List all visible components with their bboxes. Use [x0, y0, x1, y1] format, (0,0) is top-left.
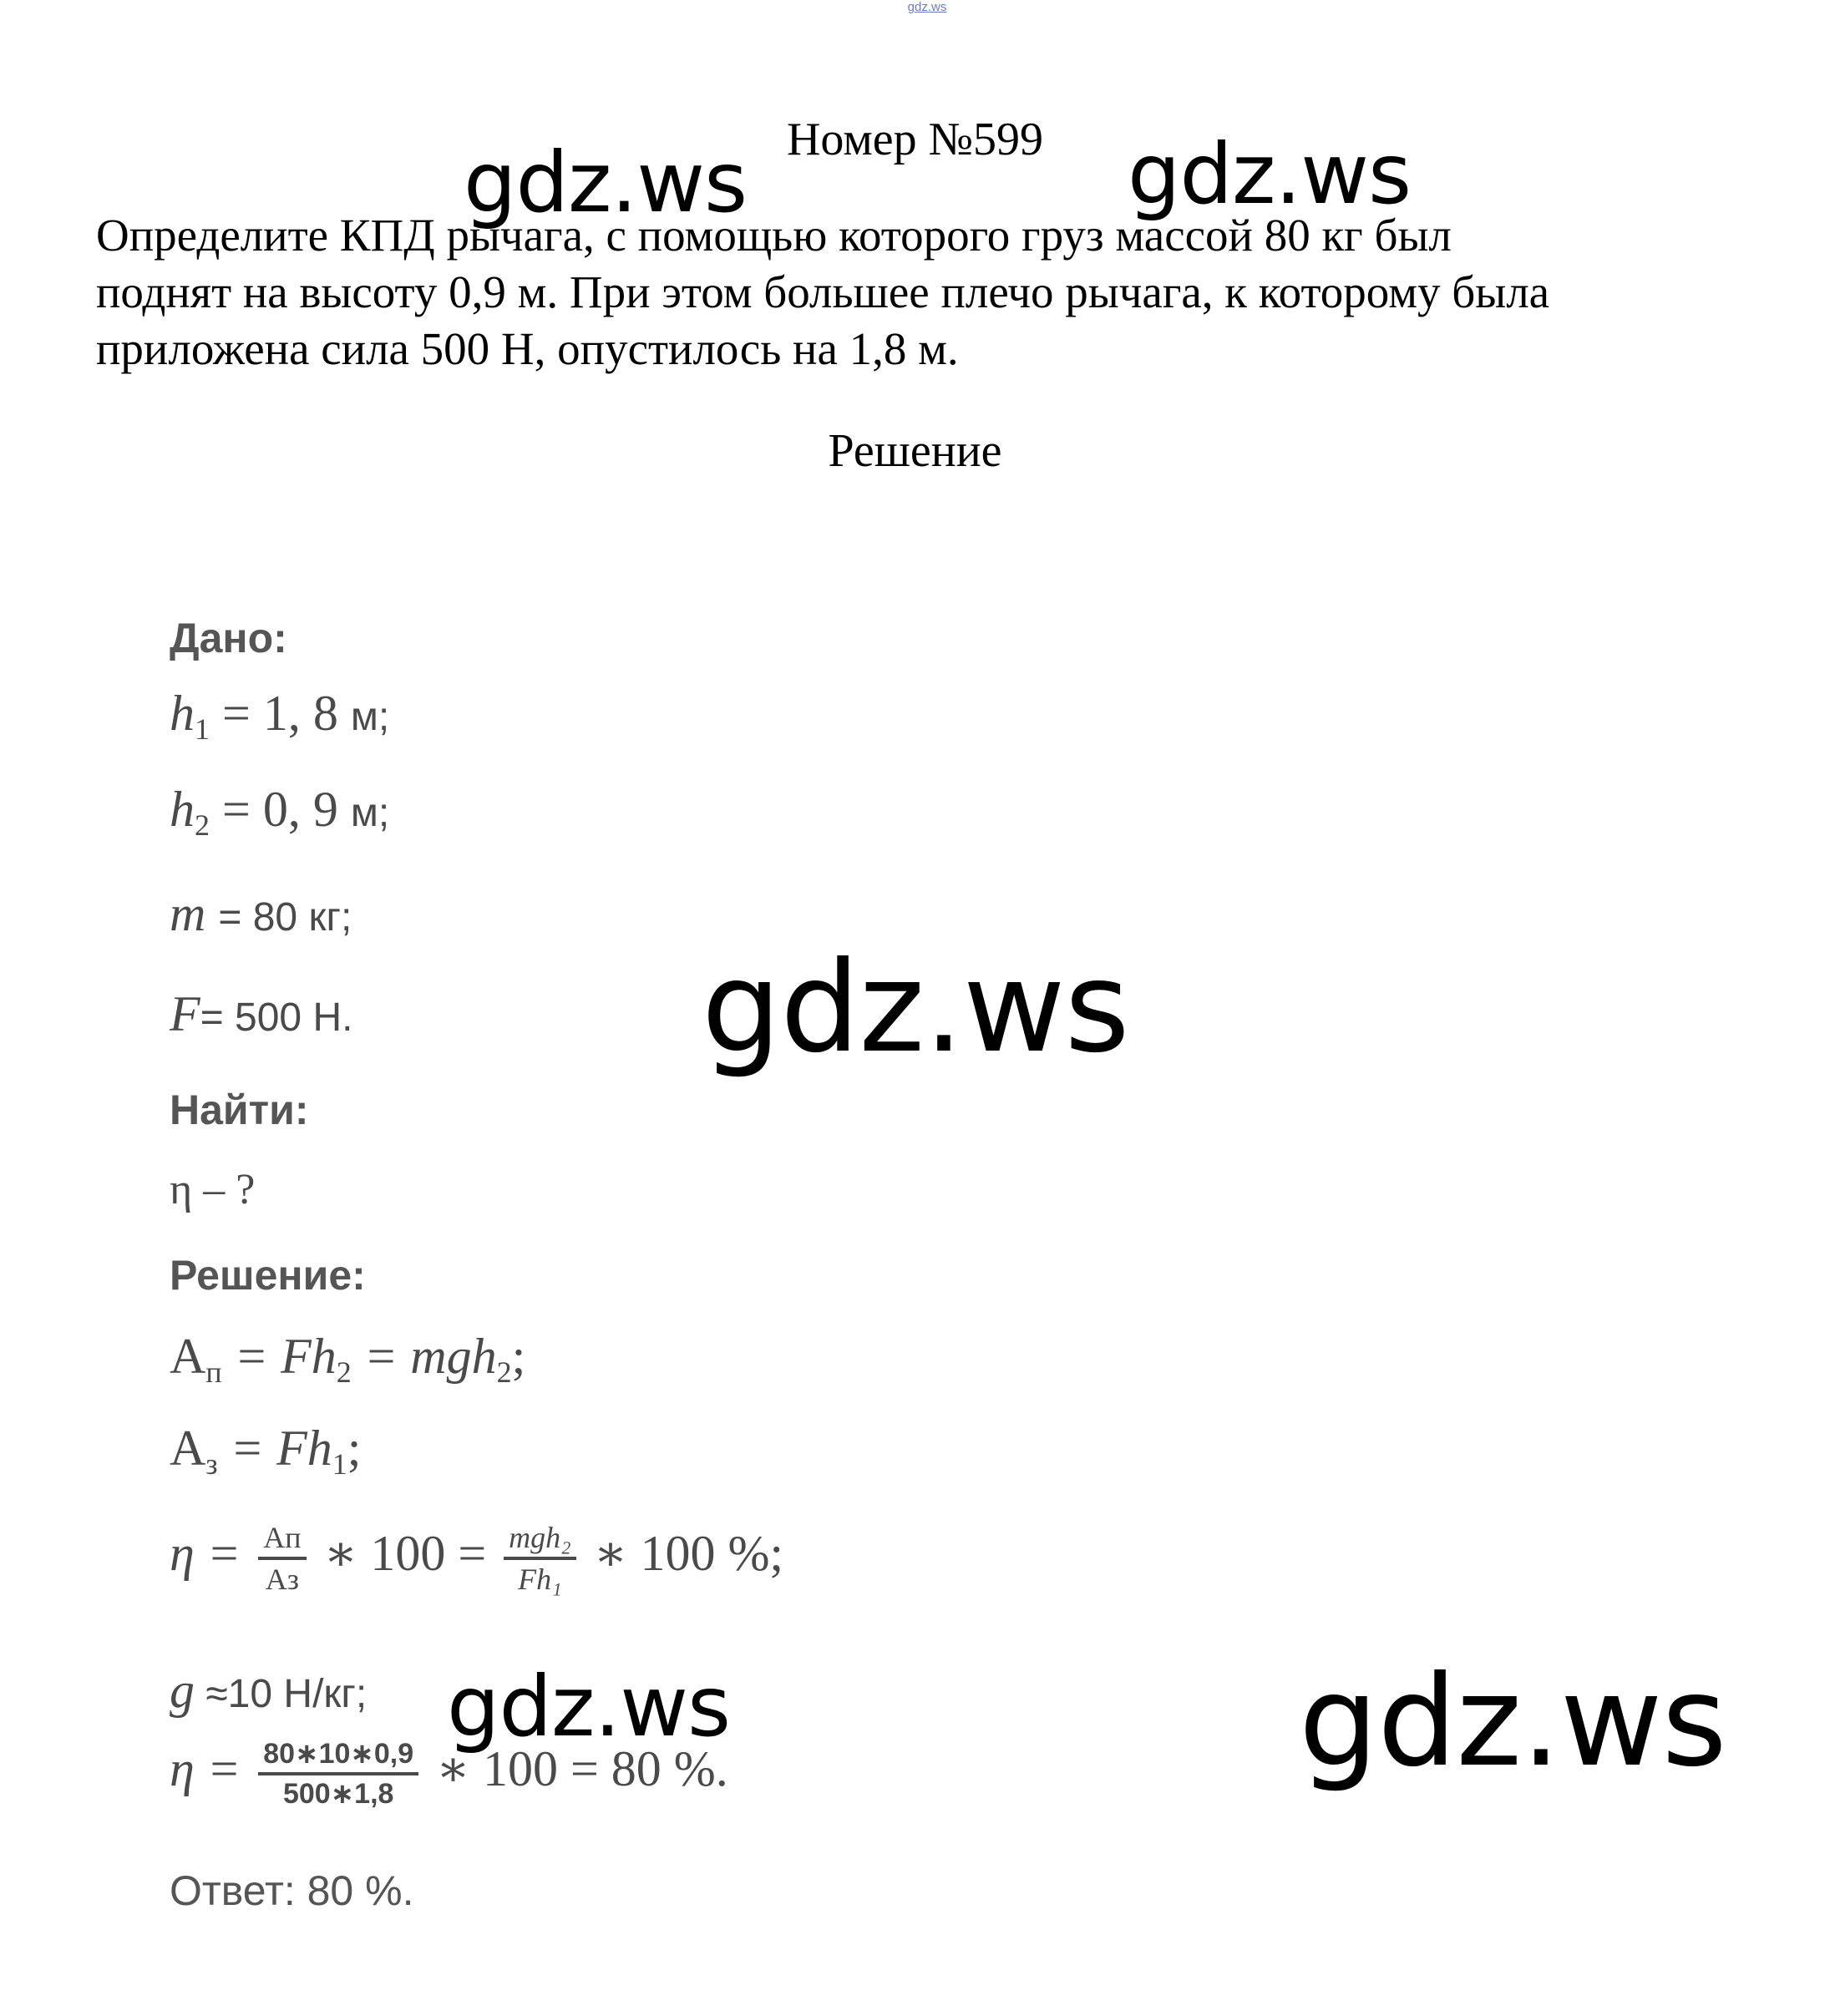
- sub-index: 2: [195, 808, 210, 842]
- problem-line: Определите КПД рычага, с помощью которого груз массой 80 кг был: [96, 210, 1452, 261]
- given-h1: [170, 685, 389, 747]
- sub-index: 1: [195, 712, 210, 746]
- given-label: Дано:: [170, 615, 287, 661]
- answer: Ответ: 80 %.: [170, 1867, 414, 1914]
- watermark: gdz.ws: [447, 1658, 731, 1755]
- find-eta: η – ?: [170, 1166, 256, 1213]
- unit: м;: [350, 695, 390, 739]
- find-label: Найти:: [170, 1087, 309, 1133]
- sub-index: з: [205, 1446, 218, 1481]
- var-g: g: [170, 1663, 195, 1718]
- sub-index: 1: [332, 1446, 347, 1481]
- problem-statement: [96, 207, 1767, 377]
- eq-useful-work: [170, 1328, 525, 1390]
- solution-heading: Решение: [828, 425, 1002, 477]
- denominator: Fh₁: [518, 1563, 562, 1596]
- problem-line: поднят на высоту 0,9 м. При этом большее плечо рычага, к которому была: [96, 266, 1550, 317]
- numerator: 80∗10∗0,9: [258, 1737, 418, 1775]
- problem-line: приложена сила 500 Н, опустилось на 1,8 м.: [96, 323, 959, 374]
- symbol-A: A: [170, 1329, 206, 1384]
- denominator: 500∗1,8: [282, 1778, 394, 1810]
- numerator: mgh₂: [504, 1520, 576, 1560]
- expr: ∗ 100 = 80 %.: [436, 1740, 728, 1796]
- sub-index: 2: [496, 1355, 512, 1389]
- expr: η =: [170, 1525, 241, 1581]
- value: = 500 Н.: [200, 995, 353, 1040]
- watermark: gdz.ws: [702, 935, 1129, 1081]
- punct: ;: [511, 1329, 526, 1384]
- symbol-A: A: [170, 1421, 206, 1476]
- expr: = Fh: [217, 1421, 332, 1476]
- fraction: [504, 1520, 576, 1597]
- numerator: Aп: [258, 1520, 306, 1560]
- punct: ;: [347, 1421, 362, 1476]
- page-title: Номер №599: [786, 114, 1044, 165]
- given-m: [170, 885, 352, 943]
- given-h2: [170, 781, 389, 843]
- fraction: [258, 1520, 306, 1597]
- sub-index: п: [205, 1355, 222, 1389]
- value: ≈10 Н/кг;: [195, 1672, 368, 1716]
- value: = 80 кг;: [218, 895, 352, 940]
- denominator: Aз: [265, 1563, 299, 1596]
- eq-total-work: [170, 1420, 361, 1482]
- var-m: m: [170, 886, 206, 941]
- expr: = mgh: [351, 1329, 497, 1384]
- solution-label: Решение:: [170, 1252, 366, 1299]
- unit: м;: [350, 791, 390, 835]
- expr: = Fh: [221, 1329, 337, 1384]
- eq-efficiency: [170, 1520, 783, 1597]
- eq-g: [170, 1662, 367, 1720]
- value: = 0, 9: [222, 782, 338, 837]
- var-h: h: [170, 686, 195, 741]
- var-h: h: [170, 782, 195, 837]
- watermark: gdz.ws: [1299, 1649, 1726, 1795]
- var-F: F: [170, 986, 200, 1041]
- expr: η =: [170, 1740, 241, 1796]
- watermark: gdz.ws: [464, 134, 748, 231]
- sub-index: 2: [336, 1355, 352, 1389]
- expr: ∗ 100 =: [323, 1525, 487, 1581]
- fraction: [258, 1737, 418, 1811]
- expr: ∗ 100 %;: [593, 1525, 784, 1581]
- value: = 1, 8: [222, 686, 338, 741]
- watermark: gdz.ws: [1128, 125, 1412, 223]
- given-F: [170, 985, 352, 1043]
- top-watermark-link[interactable]: gdz.ws: [907, 0, 947, 14]
